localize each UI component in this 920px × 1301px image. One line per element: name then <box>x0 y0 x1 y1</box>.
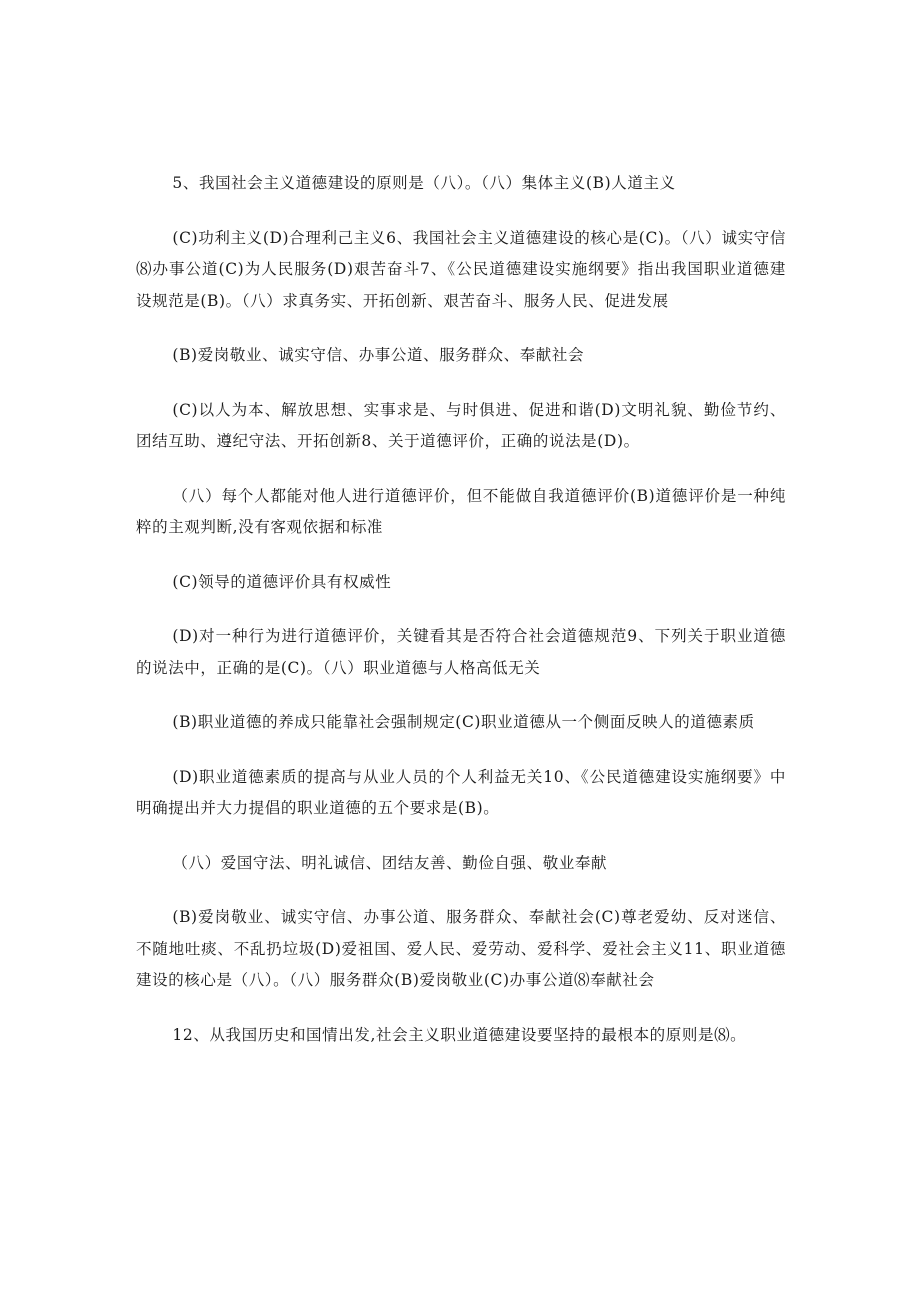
paragraph-q8-option-c: (C)领导的道德评价具有权威性 <box>172 572 392 591</box>
paragraph-q10-options-q11: (B)爱岗敬业、诚实守信、办事公道、服务群众、奉献社会(C)尊老爱幼、反对迷信、不随地吐痰、不乱扔垃圾(D)爱祖国、爱人民、爱劳动、爱科学、爱社会主义11、职业道德建设的核心是（八）。（八）服务群众(B)爱岗敬业(C)办事公道⑻奉献社会 <box>136 908 786 989</box>
paragraph-q12: 12、从我国历史和国情出发,社会主义职业道德建设要坚持的最根本的原则是⑻。 <box>172 1025 747 1044</box>
paragraph-q10-option-a: （八）爱国守法、明礼诚信、团结友善、勤俭自强、敬业奉献 <box>172 853 608 872</box>
paragraph-option-b: (B)爱岗敬业、诚实守信、办事公道、服务群众、奉献社会 <box>172 346 585 364</box>
paragraph-q8-options-a-b: （八）每个人都能对他人进行道德评价，但不能做自我道德评价(B)道德评价是一种纯粹的主观判断,没有客观依据和标准 <box>136 486 786 536</box>
paragraph-q5: 5、我国社会主义道德建设的原则是（八）。（八）集体主义(B)人道主义 <box>172 174 676 192</box>
paragraph-q8-d-q9: (D)对一种行为进行道德评价，关键看其是否符合社会道德规范9、下列关于职业道德的说法中，正确的是(C)。（八）职业道德与人格高低无关 <box>136 627 786 677</box>
paragraph-q9-d-q10: (D)职业道德素质的提高与从业人员的个人利益无关10、《公民道德建设实施纲要》中明确提出并大力提倡的职业道德的五个要求是(B)。 <box>136 767 786 817</box>
paragraph-q9-options-b-c: (B)职业道德的养成只能靠社会强制规定(C)职业道德从一个侧面反映人的道德素质 <box>172 713 755 731</box>
paragraph-q6-q7: (C)功利主义(D)合理利己主义6、我国社会主义道德建设的核心是(C)。（八）诚实守信⑻办事公道(C)为人民服务(D)艰苦奋斗7、《公民道德建设实施纲要》指出我国职业道德建设规范是(B)。（八）求真务实、开拓创新、艰苦奋斗、服务人民、促进发展 <box>136 228 786 310</box>
document-body <box>136 168 786 1051</box>
paragraph-options-c-d-q8: (C)以人为本、解放思想、实事求是、与时俱进、促进和谐(D)文明礼貌、勤俭节约、团结互助、遵纪守法、开拓创新8、关于道德评价，正确的说法是(D)。 <box>136 400 786 450</box>
